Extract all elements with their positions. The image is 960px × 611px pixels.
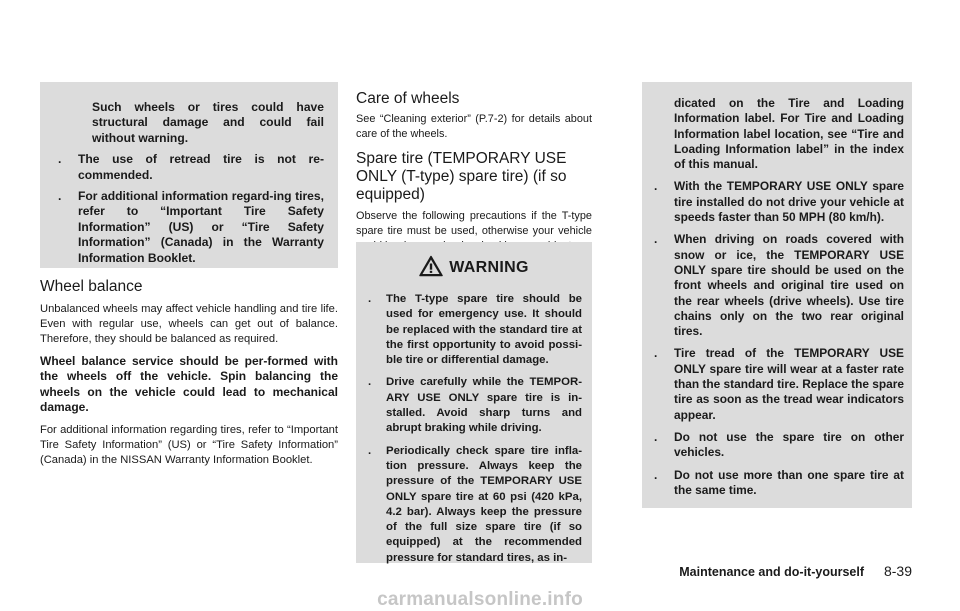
warning-bullet-item: . With the TEMPORARY USE ONLY spare tire installed do not drive your vehicle at speeds faster than 50 MPH (80 km/h). xyxy=(654,179,904,225)
caution-continuation-box xyxy=(40,82,338,268)
footer-section-title: Maintenance and do-it-yourself xyxy=(679,565,864,579)
watermark: carmanualsonline.info xyxy=(377,588,583,610)
bullet-marker: . xyxy=(654,467,658,482)
bullet-marker: . xyxy=(368,376,372,389)
warning-triangle-icon xyxy=(419,255,443,282)
section-heading: Wheel balance xyxy=(40,278,143,295)
warning-continuation-list xyxy=(642,82,912,498)
care-of-wheels-section xyxy=(356,90,592,254)
bullet-marker: . xyxy=(368,444,372,457)
warning-bullet-item: . Drive carefully while the TEMPOR-ARY USE ONLY spare tire is in-stalled. Avoid sharp turns and abrupt braking while driving. xyxy=(368,376,582,435)
warning-bullet-item: . When driving on roads covered with snow or ice, the TEMPORARY USE ONLY spare tire should be used on the front wheels and original tire used on the rear wheels (drive wheels). Use tire chains only on the two rear original tires. xyxy=(654,232,904,339)
bullet-marker: . xyxy=(654,232,658,247)
warning-bullet-item: . Do not use the spare tire on other vehicles. xyxy=(654,429,904,460)
bullet-marker: . xyxy=(58,189,62,204)
bullet-marker: . xyxy=(58,152,62,167)
warning-bullet-item: . Periodically check spare tire infla-tion pressure. Always keep the pressure of the TEMPORARY USE ONLY spare tire at 60 psi (420 kPa, 4.2 bar). Always keep the pressure of the full size spare tire (if so equipped) at the recommended pressure for standard tires, as in- xyxy=(368,444,582,564)
body-paragraph: Unbalanced wheels may affect vehicle handling and tire life. Even with regular use, wheels can get out of balance. Therefore, they should be balanced as required. xyxy=(40,303,338,345)
continuation-text: dicated on the Tire and Loading Information label. For Tire and Loading Information label location, see “Tire and Loading Information label” in the index of this manual. xyxy=(674,96,904,172)
bullet-marker: . xyxy=(368,293,372,305)
warning-bullet-list xyxy=(356,286,592,566)
body-paragraph: For additional information regarding tires, refer to “Important Tire Safety Information” (US) or “Tire Safety Information” (Canada) in the NISSAN Warranty Information Booklet. xyxy=(40,423,338,466)
warning-header xyxy=(356,250,592,286)
page-number: 8-39 xyxy=(883,563,912,579)
box-bullet-list xyxy=(54,152,324,266)
wheel-balance-section xyxy=(40,278,338,468)
warning-title: WARNING xyxy=(449,259,529,276)
warning-bullet-item: . The T-type spare tire should be used for emergency use. It should be replaced with the standard tire at the first opportunity to avoid possi-ble tire or differential damage. xyxy=(368,293,582,367)
warning-box xyxy=(356,242,592,563)
box-bullet-item: . For additional information regard-ing tires, refer to “Important Tire Safety Information” (US) or “Tire Safety Information” (Canada) in the Warranty Information Booklet. xyxy=(58,189,324,265)
bullet-marker: . xyxy=(654,346,658,361)
bullet-marker: . xyxy=(654,429,658,444)
warning-continuation-box xyxy=(642,82,912,508)
warning-bullet-item: . Tire tread of the TEMPORARY USE ONLY spare tire will wear at a faster rate than the standard tire. Replace the spare tire as soon as the tread wear indicators appear. xyxy=(654,346,904,422)
page-footer xyxy=(0,563,960,583)
body-paragraph: See “Cleaning exterior” (P.7-2) for details about care of the wheels. xyxy=(356,113,592,140)
box-paragraph: Such wheels or tires could have structural damage and could fail without warning. xyxy=(92,100,324,145)
warning-bullet-item: . Do not use more than one spare tire at the same time. xyxy=(654,467,904,497)
bold-paragraph: Wheel balance service should be per-formed with the wheels off the vehicle. Spin balancing the wheels on the vehicle could lead to mechanical damage. xyxy=(40,354,338,415)
section-heading: Care of wheels xyxy=(356,90,460,107)
section-heading: Spare tire (TEMPORARY USE ONLY (T-type) spare tire) (if so equipped) xyxy=(356,150,567,203)
bullet-marker: . xyxy=(654,179,658,194)
body-paragraph: Observe the following precautions if the T-type spare tire must be used, otherwise your vehicle xyxy=(356,210,592,237)
box-bullet-item: . The use of retread tire is not re-commended. xyxy=(58,152,324,182)
